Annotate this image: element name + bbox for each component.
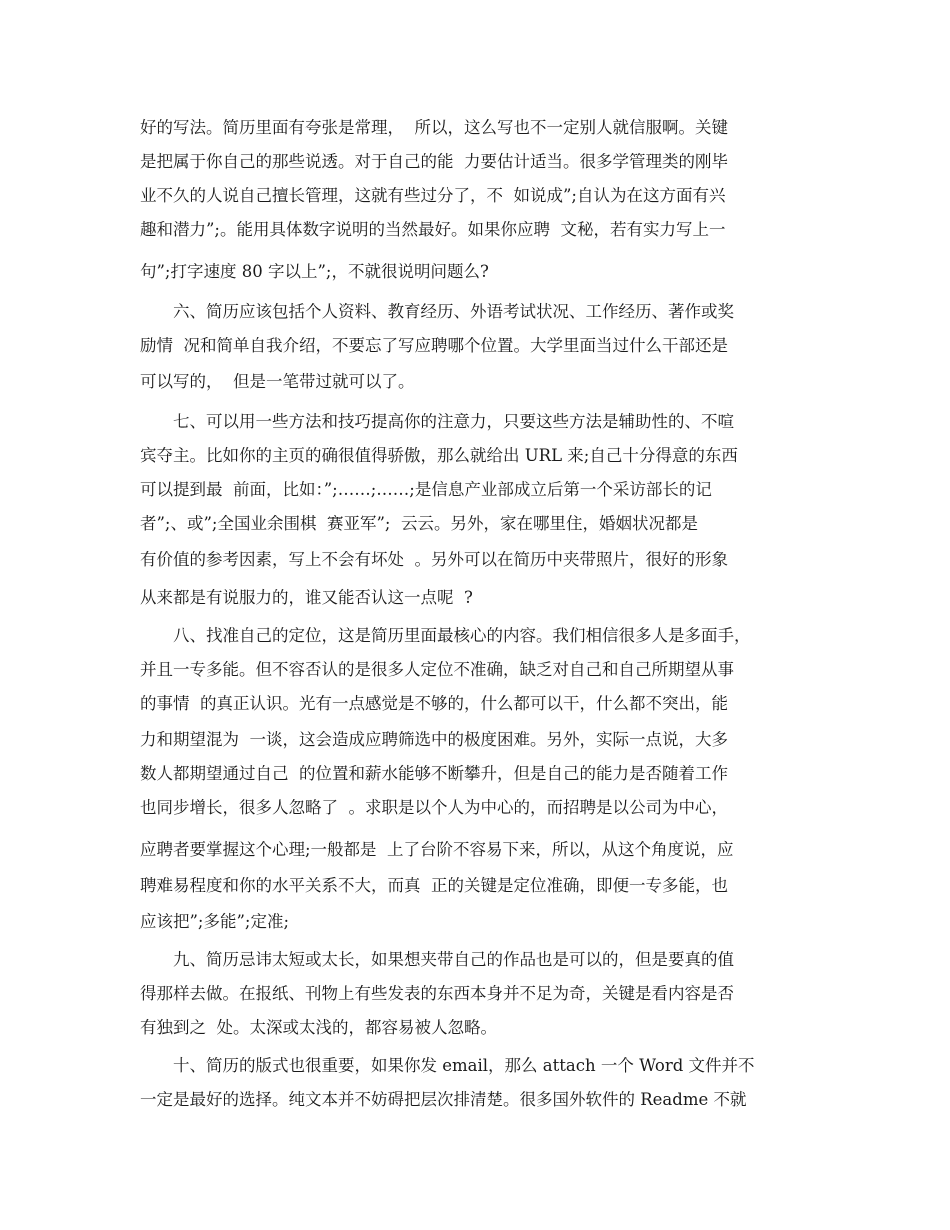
text-line: 业不久的人说自己擅长管理，这就有些过分了，不 如说成”;自认为在这方面有兴 <box>140 186 726 205</box>
text-line: 十、简历的版式也很重要，如果你发 email，那么 attach 一个 Word 文件并不 <box>140 1056 755 1075</box>
text-line: 是把属于你自己的那些说透。对于自己的能 力要估计适当。很多学管理类的刚毕 <box>140 152 728 171</box>
text-line: 应该把”;多能”;定准; <box>140 912 290 931</box>
text-line: 趣和潜力”;。能用具体数字说明的当然最好。如果你应聘 文秘，若有实力写上一 <box>140 220 726 239</box>
text-line: 应聘者要掌握这个心理;一般都是 上了台阶不容易下来，所以，从这个角度说，应 <box>140 840 734 859</box>
text-line: 六、简历应该包括个人资料、教育经历、外语考试状况、工作经历、著作或奖 <box>140 302 734 321</box>
text-line: 者”;、或”;全国业余围棋 赛亚军”; 云云。另外，家在哪里住，婚姻状况都是 <box>140 514 698 533</box>
text-line: 有独到之 处。太深或太浅的，都容易被人忽略。 <box>140 1018 497 1037</box>
text-line: 有价值的参考因素，写上不会有坏处 。另外可以在简历中夹带照片，很好的形象 <box>140 550 728 569</box>
text-line: 数人都期望通过自己 的位置和薪水能够不断攀升，但是自己的能力是否随着工作 <box>140 764 728 783</box>
text-line: 九、简历忌讳太短或太长，如果想夹带自己的作品也是可以的，但是要真的值 <box>140 950 734 969</box>
text-line: 好的写法。简历里面有夸张是常理， 所以，这么写也不一定别人就信服啊。关键 <box>140 118 728 137</box>
text-line: 励情 况和简单自我介绍，不要忘了写应聘哪个位置。大学里面当过什么干部还是 <box>140 336 728 355</box>
text-line: 一定是最好的选择。纯文本并不妨碍把层次排清楚。很多国外软件的 Readme 不就 <box>140 1090 747 1109</box>
text-line: 七、可以用一些方法和技巧提高你的注意力，只要这些方法是辅助性的、不喧 <box>140 412 734 431</box>
text-line: 从来都是有说服力的，谁又能否认这一点呢 ? <box>140 588 473 607</box>
text-line: 八、找准自己的定位，这是简历里面最核心的内容。我们相信很多人是多面手， <box>140 626 751 645</box>
text-line: 宾夺主。比如你的主页的确很值得骄傲，那么就给出 URL 来;自己十分得意的东西 <box>140 446 738 465</box>
text-line: 句”;打字速度 80 字以上”;，不就很说明问题么? <box>140 262 489 281</box>
text-line: 得那样去做。在报纸、刊物上有些发表的东西本身并不足为奇，关键是看内容是否 <box>140 984 734 1003</box>
text-line: 可以写的， 但是一笔带过就可以了。 <box>140 372 415 391</box>
text-line: 也同步增长，很多人忽略了 。求职是以个人为中心的，而招聘是以公司为中心， <box>140 798 728 817</box>
text-line: 的事情 的真正认识。光有一点感觉是不够的，什么都可以干，什么都不突出，能 <box>140 694 728 713</box>
text-line: 力和期望混为 一谈，这会造成应聘筛选中的极度困难。另外，实际一点说，大多 <box>140 730 728 749</box>
text-line: 并且一专多能。但不容否认的是很多人定位不准确，缺乏对自己和自己所期望从事 <box>140 660 734 679</box>
text-line: 聘难易程度和你的水平关系不大，而真 正的关键是定位准确，即便一专多能，也 <box>140 876 728 895</box>
text-line: 可以提到最 前面，比如：”;……;……;是信息产业部成立后第一个采访部长的记 <box>140 480 712 499</box>
